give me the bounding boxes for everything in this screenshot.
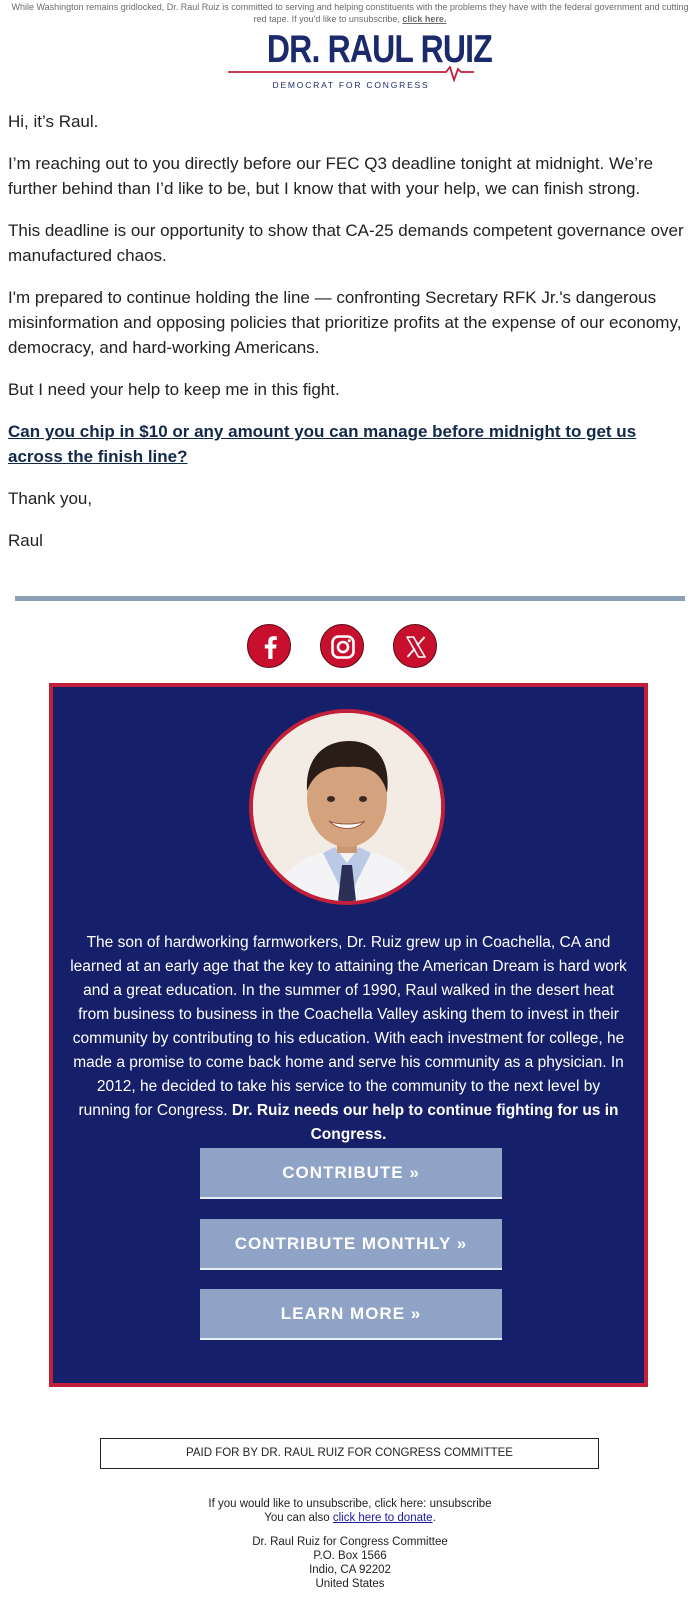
portrait-illustration xyxy=(253,713,441,901)
donate-line xyxy=(0,1511,700,1525)
address-org: Dr. Raul Ruiz for Congress Committee xyxy=(252,1536,448,1548)
divider xyxy=(15,596,685,601)
social-links xyxy=(0,624,700,670)
logo-tagline: DEMOCRAT FOR CONGRESS xyxy=(272,80,430,90)
x-icon[interactable] xyxy=(393,624,437,668)
candidate-portrait xyxy=(249,709,445,905)
donate-link[interactable]: click here to donate xyxy=(332,1512,433,1524)
donate-cta-paragraph xyxy=(8,419,692,469)
signature: Raul xyxy=(8,531,43,550)
bio-bold-appeal: Dr. Ruiz needs our help to continue fighting for us in Congress. xyxy=(231,1102,619,1143)
learn-more-button[interactable]: LEARN MORE » xyxy=(200,1289,502,1340)
donate-suffix: . xyxy=(432,1512,436,1524)
paragraph: But I need your help to keep me in this fight. xyxy=(8,380,340,399)
donate-prefix: You can also xyxy=(264,1512,330,1524)
footer xyxy=(0,1497,700,1591)
logo-name: DR. RAUL RUIZ xyxy=(266,28,492,71)
address-line1: P.O. Box 1566 xyxy=(313,1550,387,1562)
bio-paragraph: The son of hardworking farmworkers, Dr. Ruiz grew up in Coachella, CA and learned at an early age that the key to attaining the American Dream is hard work and a great education. In the summer of 1990, Raul walked in the desert heat from business to business in the Coachella Valley asking them to invest in their community by contributing to his education. With each investment for college, he made a promise to come back home and serve his community as a physician. In 2012, he decided to take his service to the community to the next level by running for Congress. xyxy=(70,934,627,1119)
preheader-text: While Washington remains gridlocked, Dr. Raul Ruiz is committed to serving and helping constituents with the problems they have with the federal government and cutting red tape. If you'd like to unsubscribe, xyxy=(11,2,689,24)
instagram-icon[interactable] xyxy=(320,624,364,668)
contribute-button[interactable]: CONTRIBUTE » xyxy=(200,1148,502,1199)
address-country: United States xyxy=(315,1578,385,1590)
greeting: Hi, it’s Raul. xyxy=(8,112,99,131)
closing: Thank you, xyxy=(8,489,93,508)
letter-body xyxy=(8,109,692,570)
campaign-logo xyxy=(228,28,492,92)
donate-cta-link[interactable]: Can you chip in $10 or any amount you can manage before midnight to get us across the finish line? xyxy=(8,422,637,466)
facebook-icon[interactable] xyxy=(247,624,291,668)
preheader-unsubscribe-link[interactable]: click here. xyxy=(402,14,447,24)
paragraph: This deadline is our opportunity to show that CA-25 demands competent governance over manufactured chaos. xyxy=(8,221,684,265)
bio-panel xyxy=(49,683,648,1387)
paragraph: I'm prepared to continue holding the line — confronting Secretary RFK Jr.'s dangerous misinformation and opposing policies that prioritize profits at the expense of our economy, democracy, and hard-working Americans. xyxy=(8,288,682,357)
address-line2: Indio, CA 92202 xyxy=(309,1564,391,1576)
paragraph: I’m reaching out to you directly before our FEC Q3 deadline tonight at midnight. We’re further behind than I’d like to be, but I know that with your help, we can finish strong. xyxy=(8,154,654,198)
unsubscribe-text[interactable]: If you would like to unsubscribe, click here: unsubscribe xyxy=(208,1498,492,1510)
preheader xyxy=(10,0,690,25)
bio-text xyxy=(69,931,628,1147)
contribute-monthly-button[interactable]: CONTRIBUTE MONTHLY » xyxy=(200,1219,502,1270)
paid-for-disclaimer: PAID FOR BY DR. RAUL RUIZ FOR CONGRESS COMMITTEE xyxy=(100,1438,599,1469)
